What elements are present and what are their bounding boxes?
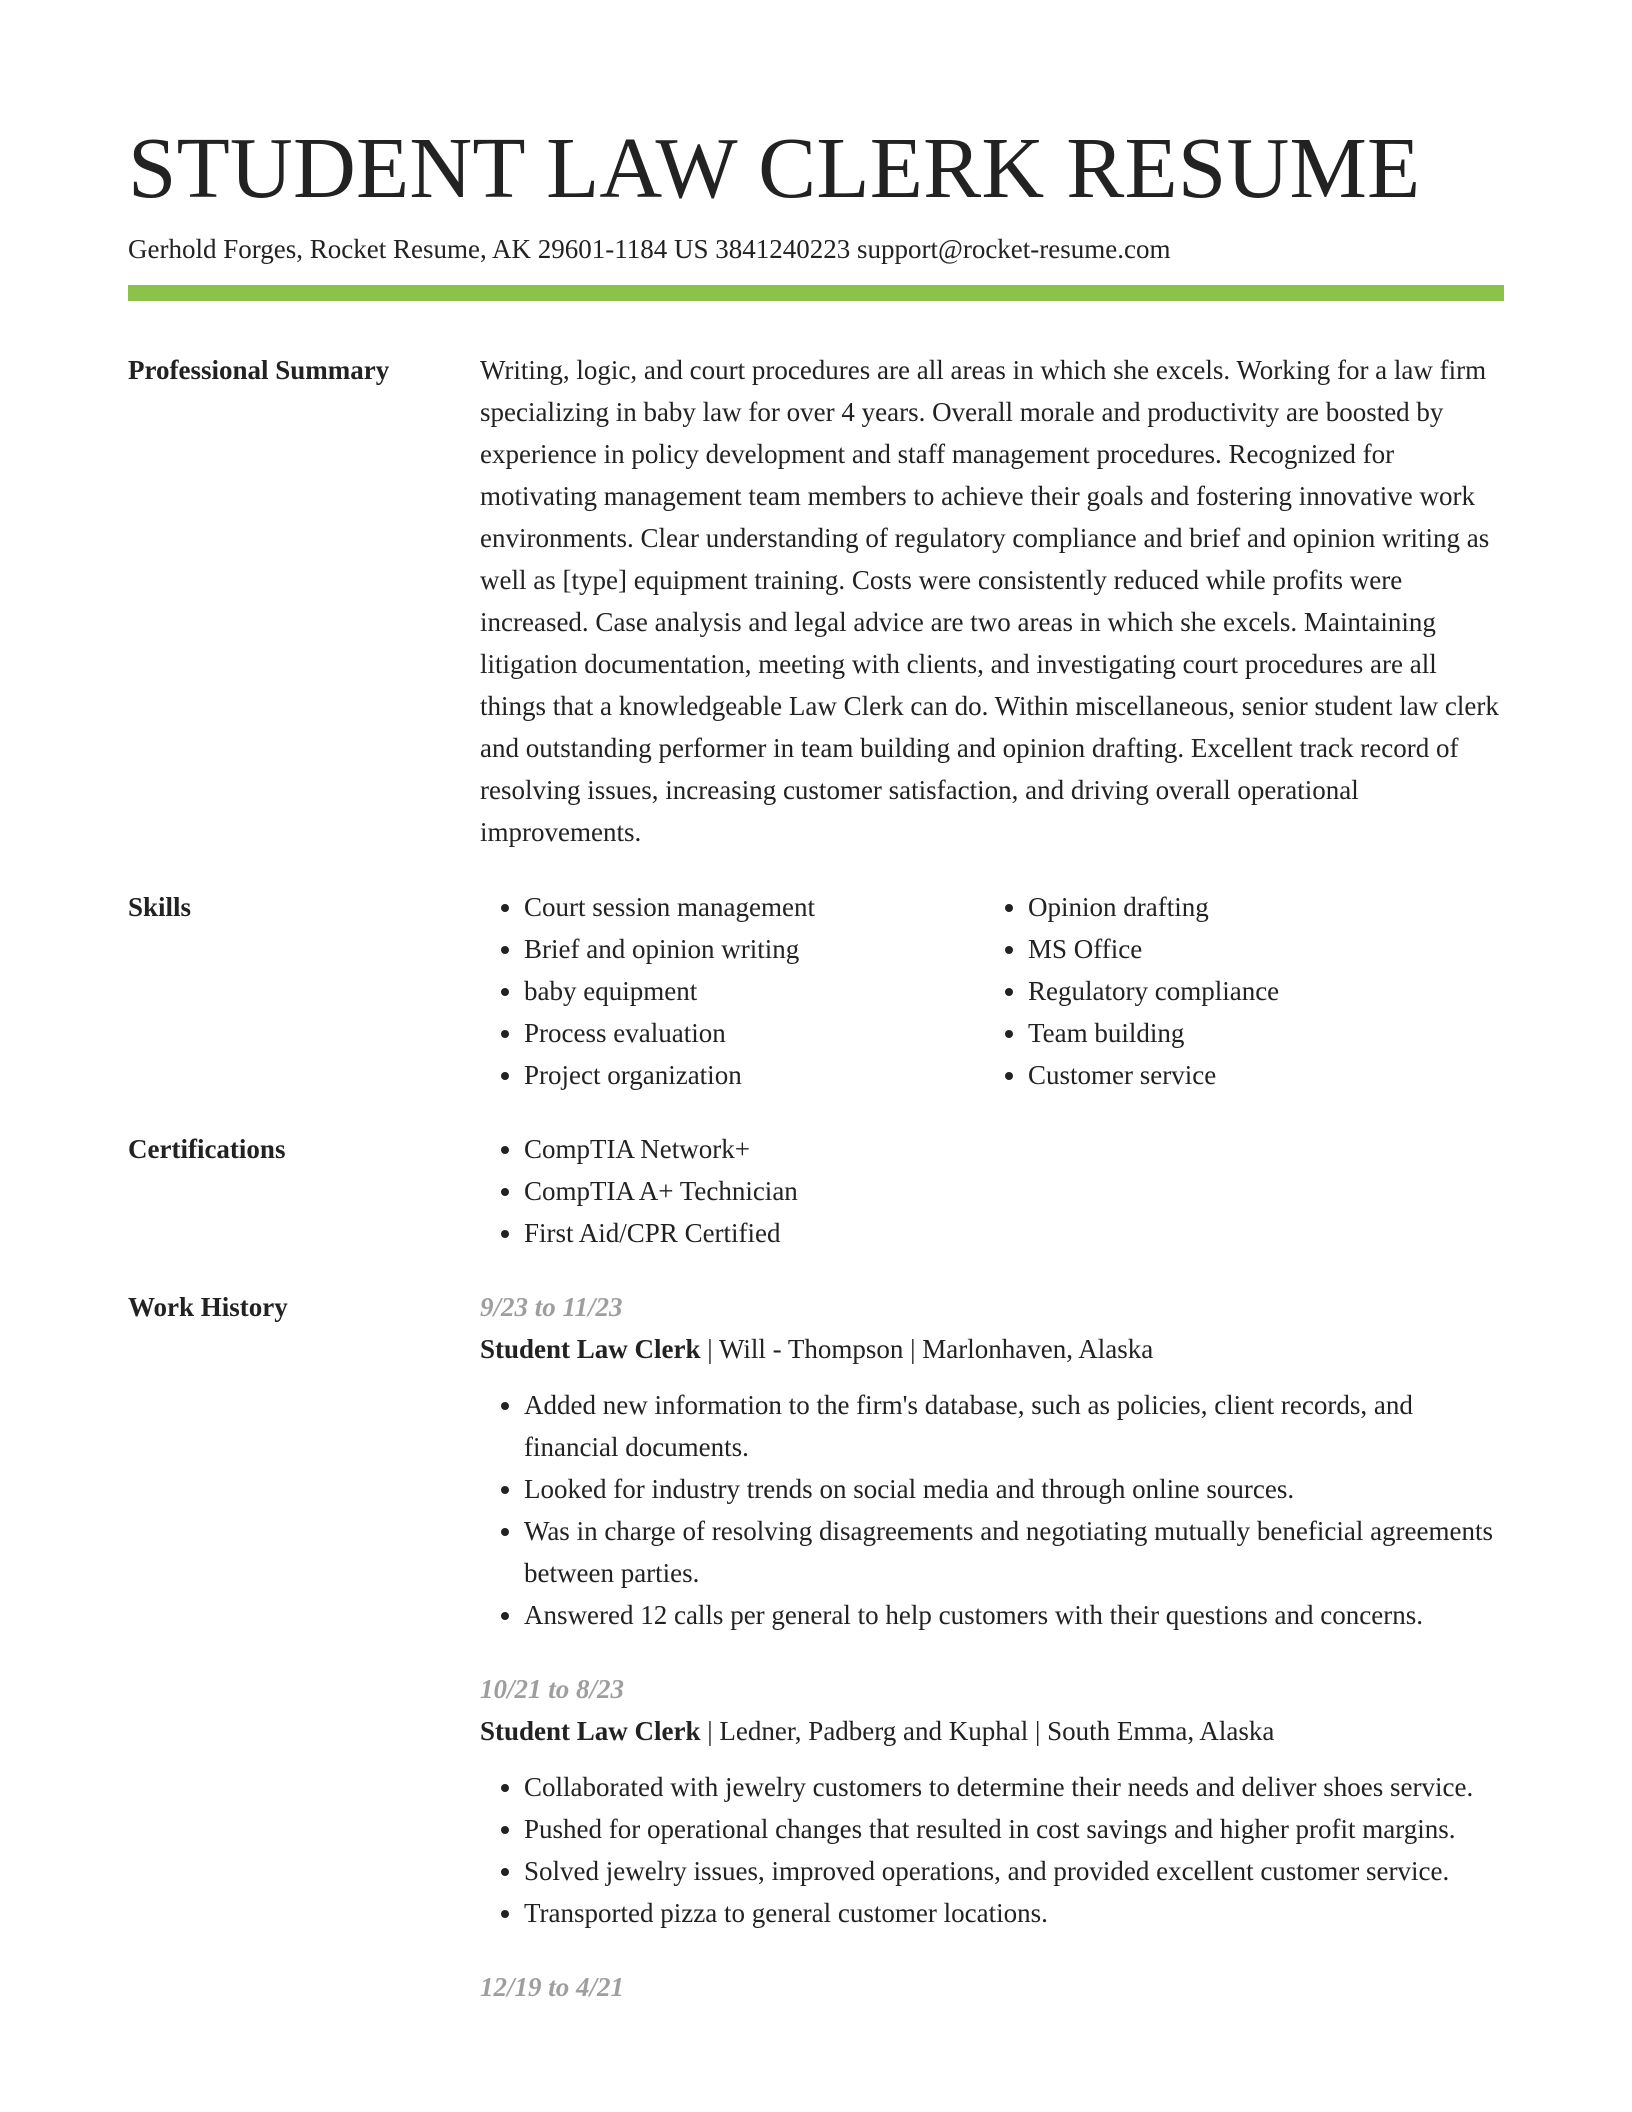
certification-item: • First Aid/CPR Certified	[524, 1212, 1504, 1254]
job-details: | Ledner, Padberg and Kuphal | South Emma, Alaska	[700, 1716, 1275, 1746]
summary-label: Professional Summary	[128, 355, 390, 385]
summary-text: Writing, logic, and court procedures are all areas in which she excels. Working for a law firm specializing in baby law for over 4 years. Overall morale and productivity are boosted by experience in policy development and staff management procedures. Recognized for motivating management team members to achieve their goals and fostering innovative work environments. Clear understanding of regulatory compliance and brief and opinion writing as well as [type] equipment training. Costs were consistently reduced while profits were increased. Case analysis and legal advice are two areas in which she excels. Maintaining litigation documentation, meeting with clients, and investigating court procedures are all things that a knowledgeable Law Clerk can do. Within miscellaneous, senior student law clerk and outstanding performer in team building and opinion drafting. Excellent track record of resolving issues, increasing customer satisfaction, and driving overall operational improvements.	[480, 355, 1499, 847]
skills-list-right	[984, 886, 1488, 1096]
work-history-body	[480, 1286, 1504, 2026]
job-duties	[480, 1384, 1504, 1636]
skill-item: • Team building	[1028, 1012, 1488, 1054]
skill-item: • Project organization	[524, 1054, 984, 1096]
certifications-body	[480, 1128, 1504, 1254]
skill-item: • Opinion drafting	[1028, 886, 1488, 928]
certifications-list	[480, 1128, 1504, 1254]
job-entry	[480, 1286, 1504, 1636]
job-duty: • Added new information to the firm's database, such as policies, client records, and financial documents.	[524, 1384, 1504, 1468]
certifications-label: Certifications	[128, 1134, 286, 1164]
job-duty: • Pushed for operational changes that resulted in cost savings and higher profit margins.	[524, 1808, 1504, 1850]
skill-item: • Process evaluation	[524, 1012, 984, 1054]
job-dates: 10/21 to 8/23	[480, 1674, 625, 1704]
skill-item: • Regulatory compliance	[1028, 970, 1488, 1012]
job-entry	[480, 1668, 1504, 1934]
skill-item: • Customer service	[1028, 1054, 1488, 1096]
job-title: Student Law Clerk	[480, 1334, 701, 1364]
job-dates: 12/19 to 4/21	[480, 1972, 625, 2002]
page-title: STUDENT LAW CLERK RESUME	[128, 119, 1421, 216]
job-heading	[480, 1328, 1504, 1370]
certification-item: • CompTIA Network+	[524, 1128, 1504, 1170]
work-history-label: Work History	[128, 1292, 288, 1322]
job-duty: • Transported pizza to general customer locations.	[524, 1892, 1504, 1934]
job-duty: • Looked for industry trends on social media and through online sources.	[524, 1468, 1504, 1510]
skill-item: • Brief and opinion writing	[524, 928, 984, 970]
job-duties	[480, 1766, 1504, 1934]
skill-item: • MS Office	[1028, 928, 1488, 970]
skill-item: • Court session management	[524, 886, 984, 928]
job-entry	[480, 1966, 1504, 2008]
skills-body	[480, 886, 1504, 1096]
skills-list-left	[480, 886, 984, 1096]
contact-line: Gerhold Forges, Rocket Resume, AK 29601-1184 US 3841240223 support@rocket-resume.com	[128, 234, 1171, 264]
job-duty: • Solved jewelry issues, improved operations, and provided excellent customer service.	[524, 1850, 1504, 1892]
job-title: Student Law Clerk	[480, 1716, 701, 1746]
skill-item: • baby equipment	[524, 970, 984, 1012]
job-heading	[480, 1710, 1504, 1752]
header-divider	[128, 285, 1504, 301]
certification-item: • CompTIA A+ Technician	[524, 1170, 1504, 1212]
skills-label: Skills	[128, 892, 192, 922]
summary-body	[480, 349, 1504, 853]
job-dates: 9/23 to 11/23	[480, 1292, 623, 1322]
job-duty: • Was in charge of resolving disagreements and negotiating mutually beneficial agreements between parties.	[524, 1510, 1504, 1594]
job-details: | Will - Thompson | Marlonhaven, Alaska	[700, 1334, 1154, 1364]
job-duty: • Collaborated with jewelry customers to determine their needs and deliver shoes service.	[524, 1766, 1504, 1808]
job-duty: • Answered 12 calls per general to help customers with their questions and concerns.	[524, 1594, 1504, 1636]
